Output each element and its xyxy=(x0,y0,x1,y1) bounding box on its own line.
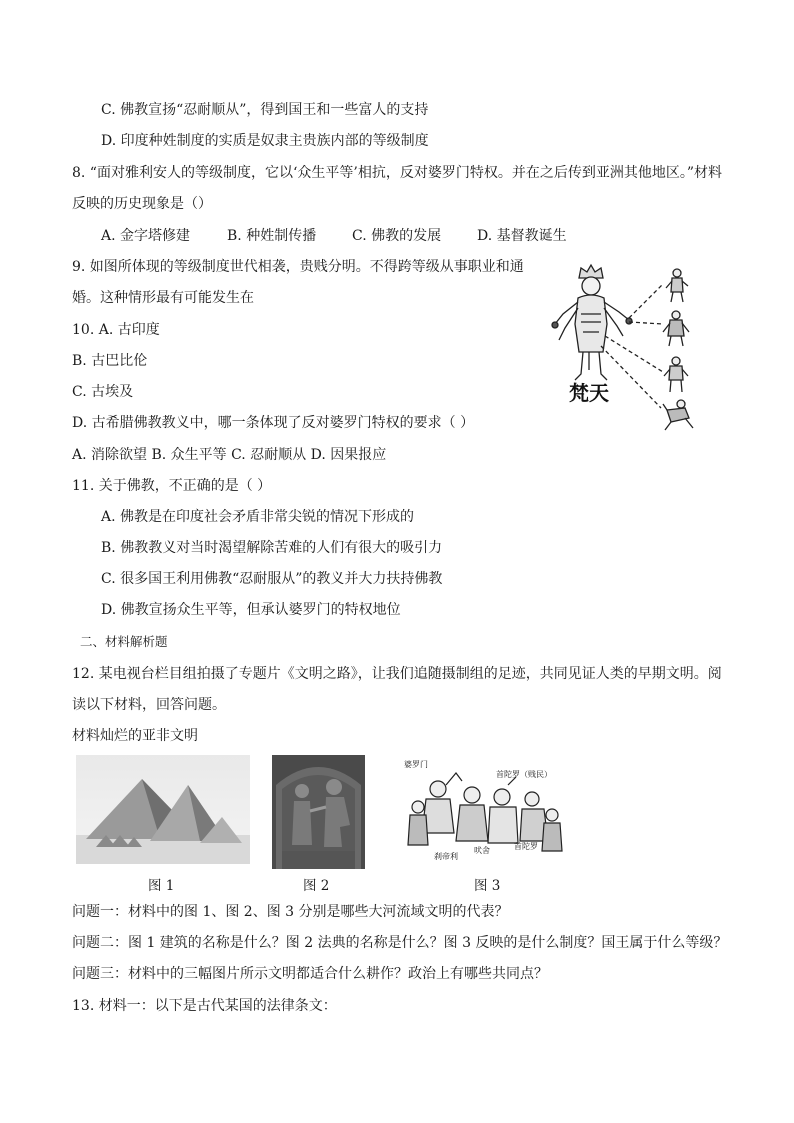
caste-cartoon xyxy=(398,755,570,867)
q10-line4: D. 古希腊佛教教义中，哪一条体现了反对婆罗门特权的要求（ ） xyxy=(72,415,475,431)
q12-question3: 问题三：材料中的三幅图片所示文明都适合什么耕作？政治上有哪些共同点？ xyxy=(72,966,548,982)
brahma-caste-figure xyxy=(545,262,710,432)
untouchable-label: 首陀罗（贱民） xyxy=(496,770,552,779)
q13-stem: 13. 材料一：以下是古代某国的法律条文： xyxy=(72,998,337,1014)
kshatriya-label: 刹帝利 xyxy=(434,852,458,861)
q10-line2: B. 古巴比伦 xyxy=(72,353,148,369)
q9-stem-line1: 9. 如图所体现的等级制度世代相袭，贵贱分明。不得跨等级从事职业和通 xyxy=(72,259,524,275)
q8-option-d: D. 基督教诞生 xyxy=(477,228,567,244)
q8-option-b: B. 种姓制传播 xyxy=(227,228,317,244)
q12-question1: 问题一：材料中的图 1、图 2、图 3 分别是哪些大河流域文明的代表？ xyxy=(72,904,509,920)
q12-question2: 问题二：图 1 建筑的名称是什么？图 2 法典的名称是什么？图 3 反映的是什么制度？国王属于什么等级？ xyxy=(72,935,728,951)
q8-stem-line2: 反映的历史现象是（） xyxy=(72,196,212,212)
vaishya-label: 吠舍 xyxy=(474,846,490,855)
q11-option-d: D. 佛教宣扬众生平等，但承认婆罗门的特权地位 xyxy=(101,602,401,618)
figure3-caption: 图 3 xyxy=(474,878,501,894)
q7-option-c: C. 佛教宣扬“忍耐顺从”，得到国王和一些富人的支持 xyxy=(101,102,429,118)
section-heading: 二、材料解析题 xyxy=(80,634,168,649)
q10-line5: A. 消除欲望 B. 众生平等 C. 忍耐顺从 D. 因果报应 xyxy=(72,447,387,463)
pyramids-photo xyxy=(76,755,250,864)
q11-stem: 11. 关于佛教，不正确的是（ ） xyxy=(72,478,272,494)
code-stele-photo xyxy=(272,755,365,869)
q10-line1: 10. A. 古印度 xyxy=(72,322,160,338)
q12-stem-line1: 12. 某电视台栏目组拍摄了专题片《文明之路》，让我们追随摄制组的足迹，共同见证人类的早期文明。阅 xyxy=(72,666,722,682)
q8-option-c: C. 佛教的发展 xyxy=(352,228,442,244)
q8-stem-line1: 8. “面对雅利安人的等级制度，它以‘众生平等’相抗，反对婆罗门特权。并在之后传到亚洲其他地区。”材料 xyxy=(72,165,723,181)
shudra-label: 首陀罗 xyxy=(514,842,538,851)
q12-stem-line2: 读以下材料，回答问题。 xyxy=(72,697,226,713)
q11-option-b: B. 佛教教义对当时渴望解除苦难的人们有很大的吸引力 xyxy=(101,540,443,556)
brahma-label: 梵天 xyxy=(569,381,609,405)
brahmin-label: 婆罗门 xyxy=(404,760,428,769)
figure1-caption: 图 1 xyxy=(148,878,175,894)
q9-stem-line2: 婚。这种情形最有可能发生在 xyxy=(72,290,254,306)
figure2-caption: 图 2 xyxy=(303,878,330,894)
q8-option-a: A. 金字塔修建 xyxy=(101,228,191,244)
q11-option-c: C. 很多国王利用佛教“忍耐服从”的教义并大力扶持佛教 xyxy=(101,571,443,587)
q11-option-a: A. 佛教是在印度社会矛盾非常尖锐的情况下形成的 xyxy=(101,509,415,525)
q12-material-title: 材料灿烂的亚非文明 xyxy=(72,728,198,744)
q7-option-d: D. 印度种姓制度的实质是奴隶主贵族内部的等级制度 xyxy=(101,133,429,149)
q10-line3: C. 古埃及 xyxy=(72,384,134,400)
